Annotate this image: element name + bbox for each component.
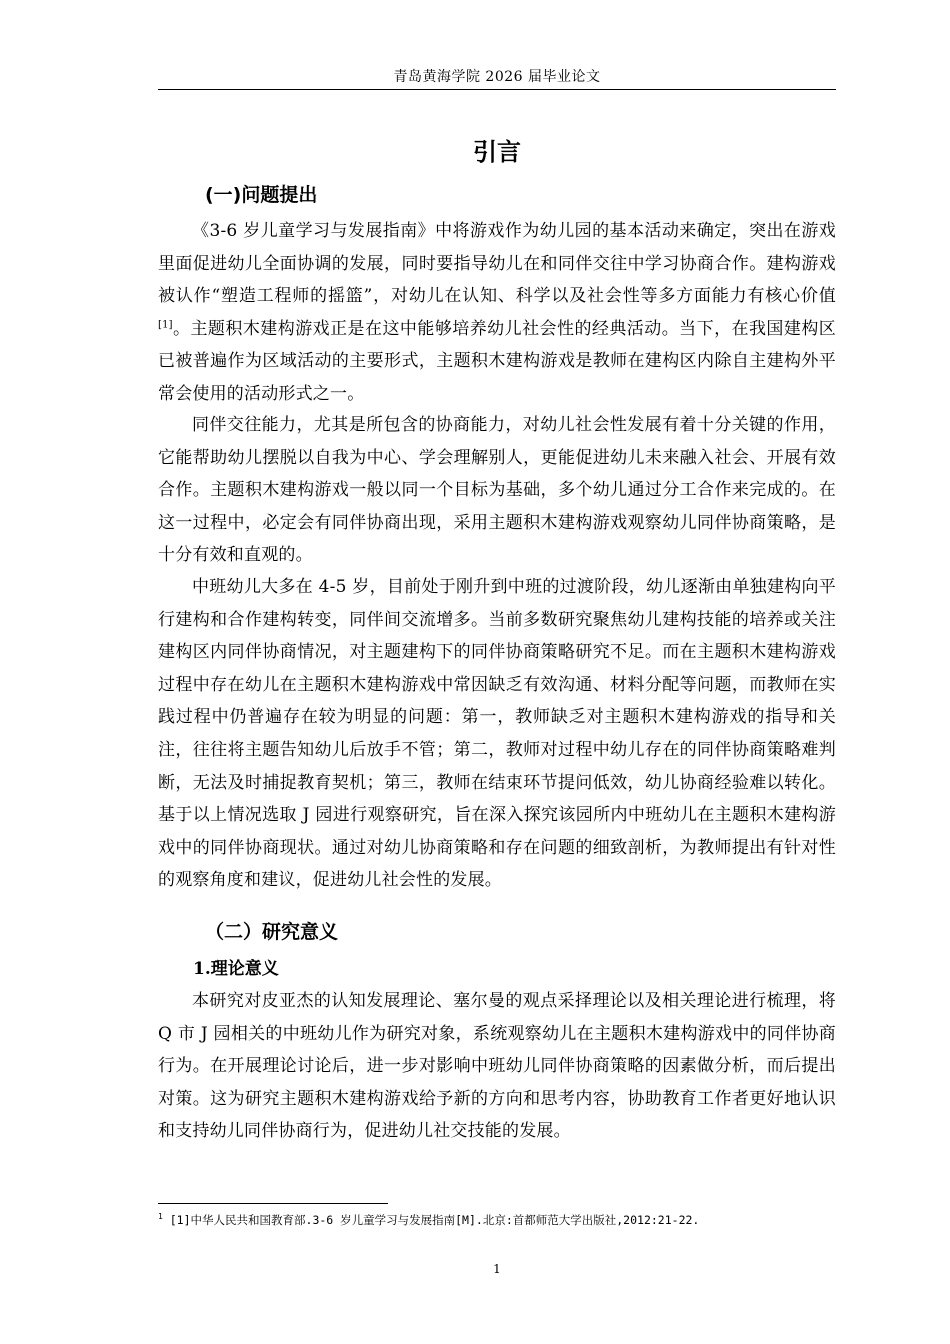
footnote [158, 1212, 836, 1228]
running-header: 青岛黄海学院 2026 届毕业论文 [393, 69, 601, 85]
header-rule [158, 89, 836, 90]
page-title: 引言 [473, 138, 521, 166]
page-number: 1 [493, 1262, 501, 1276]
paragraph-1-text-b: 。主题积木建构游戏正是在这中能够培养幼儿社会性的经典活动。当下，在我国建构区已被普遍作为区域活动的主要形式，主题积木建构游戏是教师在建构区内除自主建构外平常会使用的活动形式之一。 [158, 318, 836, 404]
paragraph-1-text-a: 《3-6 岁儿童学习与发展指南》中将游戏作为幼儿园的基本活动来确定，突出在游戏里面促进幼儿全面协调的发展，同时要指导幼儿在和同伴交往中学习协商合作。建构游戏被认作“塑造工程师的摇篮”，对幼儿在认知、科学以及社会性等多方面能力有核心价值 [158, 221, 836, 307]
footnote-marker: 1 [158, 1212, 163, 1222]
paragraph-1 [158, 215, 836, 411]
section-heading-significance: （二）研究意义 [205, 921, 339, 943]
paragraph-4: 本研究对皮亚杰的认知发展理论、塞尔曼的观点采择理论以及相关理论进行梳理，将 Q 市 J 园相关的中班幼儿作为研究对象，系统观察幼儿在主题积木建构游戏中的同伴协商行为。在开展理论讨论后，进一步对影响中班幼儿同伴协商策略的因素做分析，而后提出对策。这为研究主题积木建构游戏给予新的方向和思考内容，协助教育工作者更好地认识和支持幼儿同伴协商行为，促进幼儿社交技能的发展。 [158, 991, 836, 1142]
citation-ref: [1] [158, 319, 173, 331]
section-heading-problem: (一)问题提出 [205, 184, 318, 206]
footnote-text: [1]中华人民共和国教育部.3-6 岁儿童学习与发展指南[M].北京:首都师范大学出版社,2012:21-22. [162, 1213, 700, 1227]
footnote-rule [158, 1203, 388, 1204]
paragraph-2: 同伴交往能力，尤其是所包含的协商能力，对幼儿社会性发展有着十分关键的作用，它能帮助幼儿摆脱以自我为中心、学会理解别人，更能促进幼儿未来融入社会、开展有效合作。主题积木建构游戏一般以同一个目标为基础，多个幼儿通过分工合作来完成的。在这一过程中，必定会有同伴协商出现，采用主题积木建构游戏观察幼儿同伴协商策略，是十分有效和直观的。 [158, 415, 836, 566]
subheading-theoretical: 1.理论意义 [193, 959, 279, 979]
paragraph-3: 中班幼儿大多在 4-5 岁，目前处于刚升到中班的过渡阶段，幼儿逐渐由单独建构向平行建构和合作建构转变，同伴间交流增多。当前多数研究聚焦幼儿建构技能的培养或关注建构区内同伴协商情况，对主题建构下的同伴协商策略研究不足。而在主题积木建构游戏过程中存在幼儿在主题积木建构游戏中常因缺乏有效沟通、材料分配等问题，而教师在实践过程中仍普遍存在较为明显的问题：第一，教师缺乏对主题积木建构游戏的指导和关注，往往将主题告知幼儿后放手不管；第二，教师对过程中幼儿存在的同伴协商策略难判断，无法及时捕捉教育契机；第三，教师在结束环节提问低效，幼儿协商经验难以转化。基于以上情况选取 J 园进行观察研究，旨在深入探究该园所内中班幼儿在主题积木建构游戏中的同伴协商现状。通过对幼儿协商策略和存在问题的细致剖析，为教师提出有针对性的观察角度和建议，促进幼儿社会性的发展。 [158, 577, 836, 891]
